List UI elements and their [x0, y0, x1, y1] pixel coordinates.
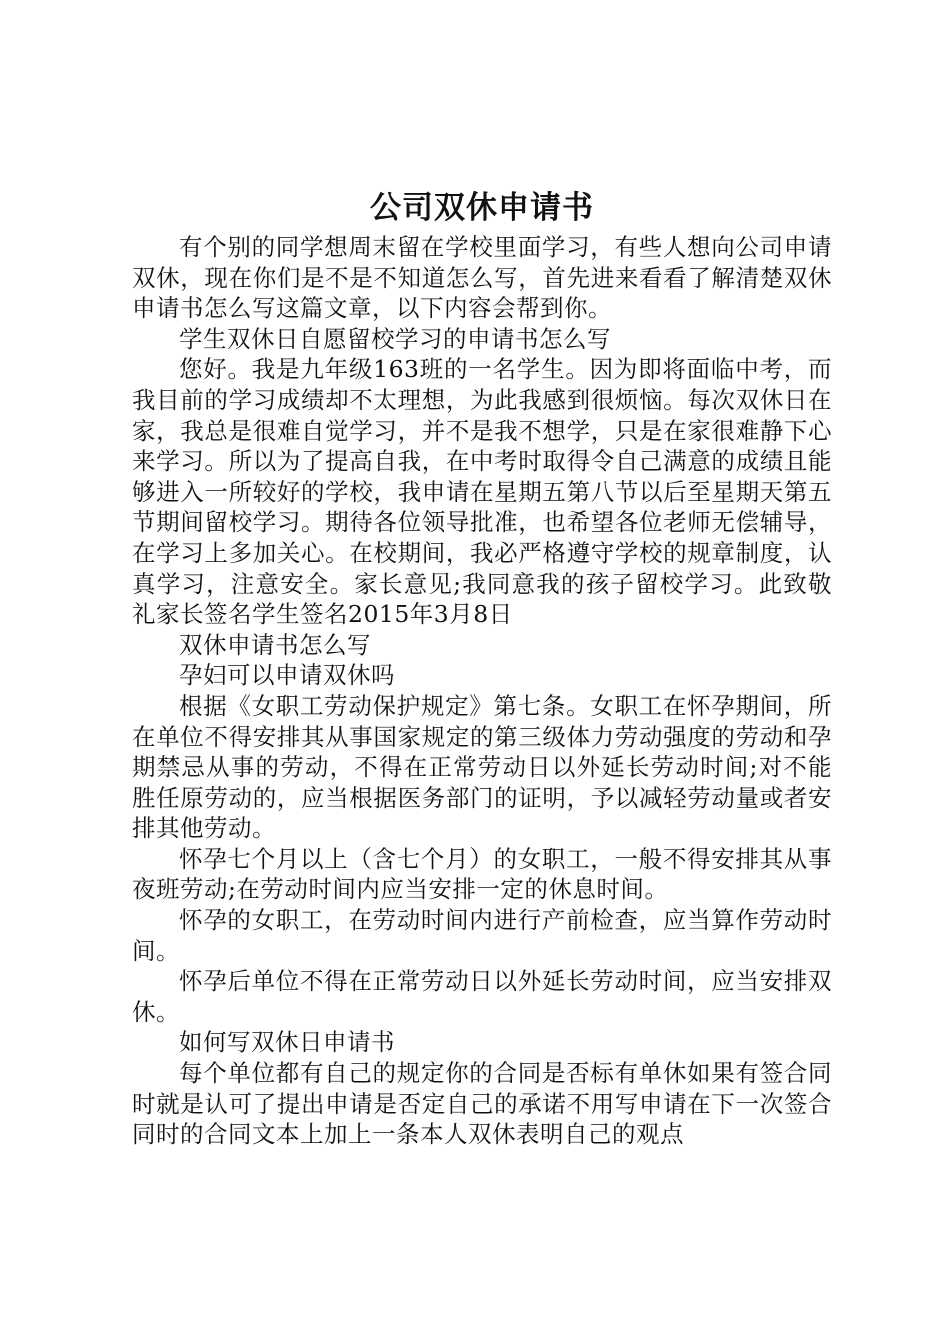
section-heading-how-to-write: 双休申请书怎么写: [179, 630, 371, 659]
student-letter-paragraph: 您好。我是九年级163班的一名学生。因为即将面临中考，而我目前的学习成绩却不太理想，为此我感到很烦恼。每次双休日在家，我总是很难自觉学习，并不是我不想学，只是在家很难静下心来学习。所以为了提高自我，在中考时取得令自己满意的成绩且能够进入一所较好的学校，我申请在星期五第八节以后至星期天第五节期间留校学习。期待各位领导批准，也希望各位老师无偿辅导，在学习上多加关心。在校期间，我必严格遵守学校的规章制度，认真学习，注意安全。家长意见;我同意我的孩子留校学习。此致敬礼家长签名学生签名2015年3月8日: [132, 355, 832, 629]
seven-months-paragraph: 怀孕七个月以上（含七个月）的女职工，一般不得安排其从事夜班劳动;在劳动时间内应当安排一定的休息时间。: [132, 844, 832, 904]
contract-paragraph: 每个单位都有自己的规定你的合同是否标有单休如果有签合同时就是认可了提出申请是否定自己的承诺不用写申请在下一次签合同时的合同文本上加上一条本人双休表明自己的观点: [132, 1059, 832, 1149]
section-heading-student: 学生双休日自愿留校学习的申请书怎么写: [179, 324, 611, 353]
prenatal-check-paragraph: 怀孕的女职工，在劳动时间内进行产前检查，应当算作劳动时间。: [132, 906, 832, 965]
document-title: 公司双休申请书: [370, 190, 594, 226]
section-heading-pregnant: 孕妇可以申请双休吗: [179, 661, 395, 690]
section-heading-how-to: 如何写双休日申请书: [179, 1028, 395, 1057]
regulation-paragraph: 根据《女职工劳动保护规定》第七条。女职工在怀孕期间，所在单位不得安排其从事国家规定的第三级体力劳动强度的劳动和孕期禁忌从事的劳动，不得在正常劳动日以外延长劳动时间;对不能胜任原劳动的，应当根据医务部门的证明，予以减轻劳动量或者安排其他劳动。: [132, 691, 832, 843]
intro-paragraph: 有个别的同学想周末留在学校里面学习，有些人想向公司申请双休，现在你们是不是不知道怎么写，首先进来看看了解清楚双休申请书怎么写这篇文章，以下内容会帮到你。: [132, 233, 832, 323]
document-page: [132, 186, 832, 1150]
no-overtime-paragraph: 怀孕后单位不得在正常劳动日以外延长劳动时间，应当安排双休。: [132, 967, 832, 1026]
